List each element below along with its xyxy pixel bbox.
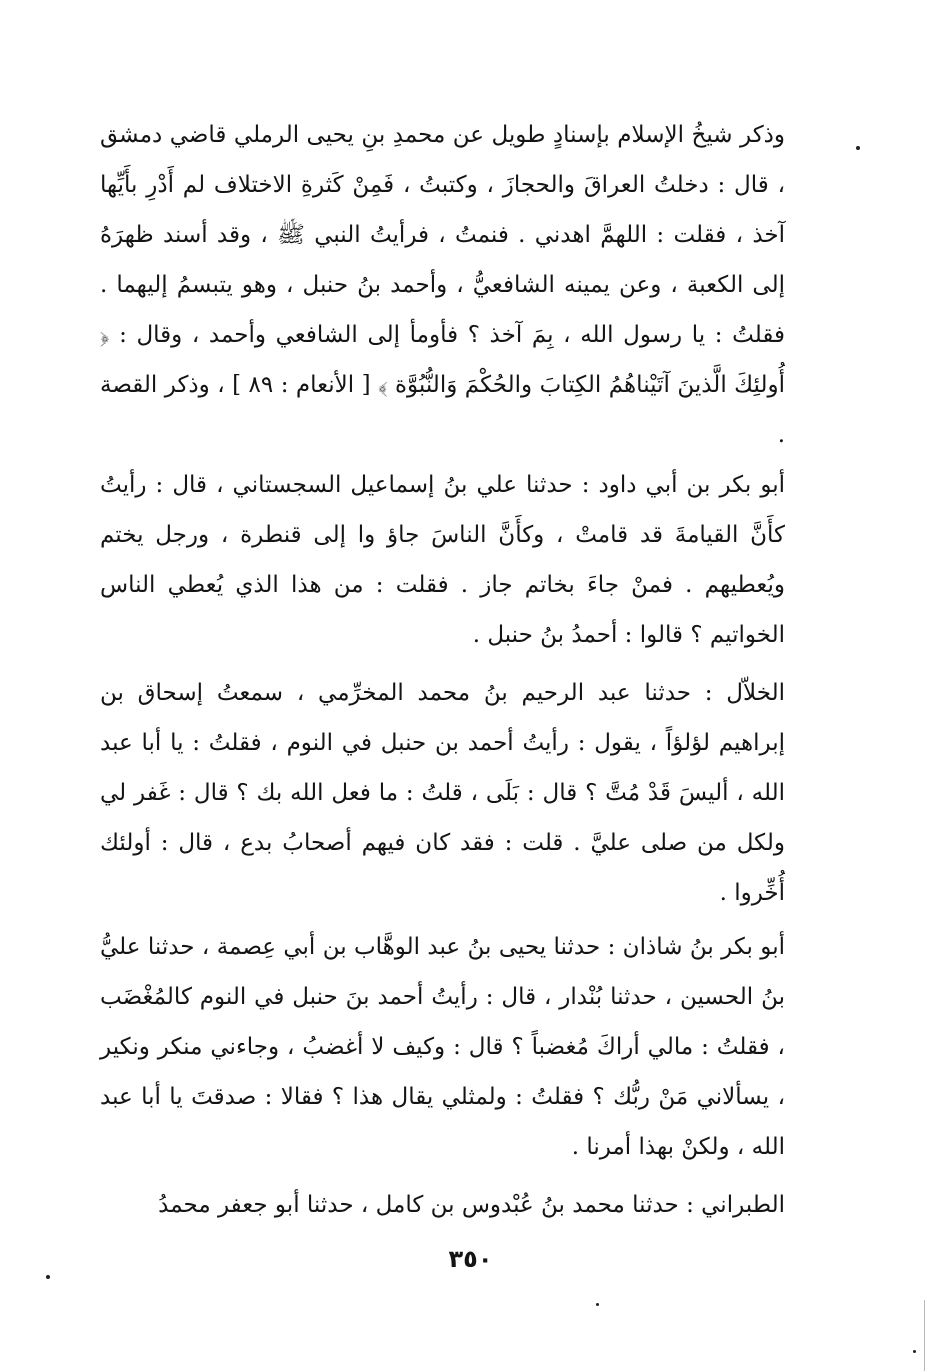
scan-speck [913,1350,916,1353]
paragraph-khallal-narration [100,668,785,918]
paragraph-tabarani-narration [100,1180,785,1230]
paragraph-sijistani-dream [100,460,785,660]
page-number: ٣٥٠ [448,1245,493,1273]
paragraph-text: أبو بكر بنُ شاذان : حدثنا يحيى بنُ عبد الوهَّاب بن أبي عِصمة ، حدثنا عليُّ بنُ الحسين ، حدثنا بُنْدار ، قال : رأيتُ أحمد بنَ حنبل في النوم كالمُغْضَب ، فقلتُ : مالي أراكَ مُغضباً ؟ قال : وكيف لا أغضبُ ، وجاءني منكر ونكير ، يسألاني مَنْ ربُّك ؟ فقلتُ : ولمثلي يقال هذا ؟ فقالا : صدقتَ يا أبا عبد الله ، ولكنْ بهذا أمرنا . [100,934,785,1160]
scan-speck [596,1303,599,1306]
scan-speck [856,146,860,150]
paragraph-ramli-dream [100,110,785,460]
scan-speck [46,1275,50,1279]
paragraph-text: أبو بكر بن أبي داود : حدثنا علي بنُ إسماعيل السجستاني ، قال : رأيتُ كأَنَّ القيامةَ قد قامتْ ، وكأَنَّ الناسَ جاؤ وا إلى قنطرة ، ورجل يختم ويُعطيهم . فمنْ جاءَ بخاتم جاز . فقلت : من هذا الذي يُعطي الناس الخواتيم ؟ قالوا : أحمدُ بنُ حنبل . [100,472,785,648]
paragraph-text: وذكر شيخُ الإسلام بإسنادٍ طويل عن محمدِ بنِ يحيى الرملي قاضي دمشق ، قال : دخلتُ العراقَ والحجازَ ، وكتبتُ ، فَمِنْ كَثرةِ الاختلاف لم أَدْرِ بأَيِّها آخذ ، فقلت : اللهمَّ اهدني . فنمتُ ، فرأيتُ النبي ﷺ ، وقد أسند ظهرَهُ إلى الكعبة ، وعن يمينه الشافعيُّ ، وأحمد بنُ حنبل ، وهو يتبسمُ إليهما . فقلتُ : يا رسول الله ، بِمَ آخذ ؟ فأومأ إلى الشافعي وأحمد ، وقال : ﴿ أُولئِكَ الَّذينَ آتَيْناهُمُ الكِتابَ والحُكْمَ وَالنُّبُوَّة ﴾ [ الأنعام : ٨٩ ] ، وذكر القصة . [100,122,785,448]
scan-edge-line [924,1300,925,1371]
paragraph-text: الخلاّل : حدثنا عبد الرحيم بنُ محمد المخرِّمي ، سمعتُ إسحاق بن إبراهيم لؤلؤاً ، يقول : رأيتُ أحمد بن حنبل في النوم ، فقلتُ : يا أبا عبد الله ، أليسَ قَدْ مُتَّ ؟ قال : بَلَى ، قلتُ : ما فعل الله بك ؟ قال : غَفر لي ولكل من صلى عليَّ . قلت : فقد كان فيهم أصحابُ بدع ، قال : أولئك أُخِّروا . [100,680,785,906]
paragraph-shadhan-narration [100,922,785,1172]
paragraph-text: الطبراني : حدثنا محمد بنُ عُبْدوس بن كامل ، حدثنا أبو جعفر محمدُ [158,1192,785,1218]
